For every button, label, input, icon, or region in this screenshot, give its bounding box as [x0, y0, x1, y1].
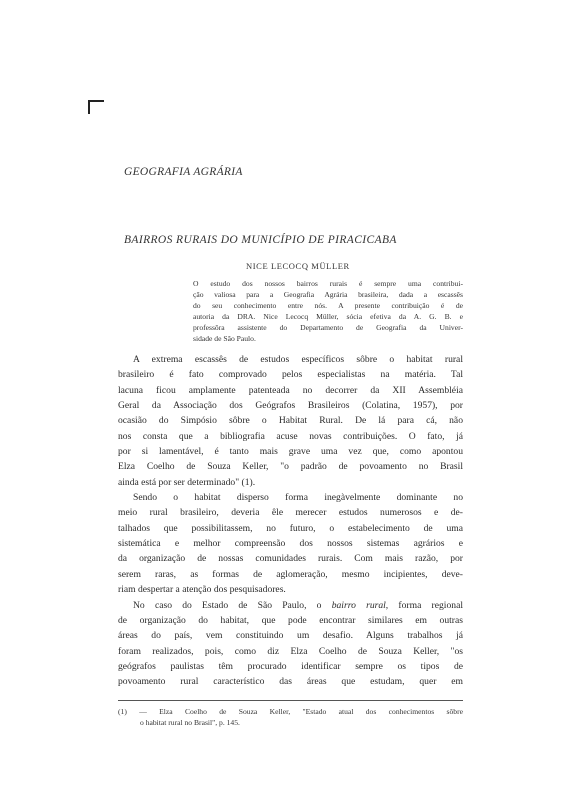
- body-line: serem raras, as formas de aglomeração, mesmo incipientes, deve-: [118, 568, 463, 580]
- body-line: da organização de nossas comunidades rurais. Com mais razão, por: [118, 553, 463, 565]
- body-line: ocasião do Simpósio sôbre o Habitat Rural. De lá para cá, não: [118, 415, 463, 427]
- body-line: foram realizados, pois, como diz Elza Coelho de Souza Keller, "os: [118, 645, 463, 657]
- body-text-run: forma regional: [388, 599, 463, 611]
- body-line: de organização do habitat, que pode encontrar similares em outras: [118, 614, 463, 626]
- footnote-line: o habitat rural no Brasil", p. 145.: [140, 718, 240, 727]
- crop-mark-horizontal: [88, 100, 104, 102]
- corner-crop-mark: [88, 100, 104, 114]
- footnotes: [118, 706, 463, 728]
- body-line: ainda está por ser determinado" (1).: [118, 476, 256, 488]
- body-line: Elza Coelho de Souza Keller, "o padrão de povoamento no Brasil: [118, 461, 463, 473]
- abstract-line: professôra assistente do Departamento de Geografia da Univer-: [193, 323, 463, 332]
- body-line: meio rural brasileiro, deveria êle merecer estudos numerosos e de-: [118, 507, 463, 519]
- body-line: riam despertar a atenção dos pesquisadores.: [118, 584, 286, 596]
- body-line: lacuna ficou amplamente patenteada no decorrer da XII Assembléia: [118, 384, 463, 396]
- body-line: talhados que possibilitassem, no futuro, o estabelecimento de uma: [118, 522, 463, 534]
- section-title: GEOGRAFIA AGRÁRIA: [124, 166, 243, 178]
- body-line: geógrafos paulistas têm procurado identificar sempre os tipos de: [118, 660, 463, 672]
- crop-mark-vertical: [88, 100, 90, 114]
- body-line: Sendo o habitat disperso forma inegàvelmente dominante no: [133, 492, 463, 504]
- footnote-line: (1) — Elza Coelho de Souza Keller, "Estado atual dos conhecimentos sôbre: [118, 707, 463, 716]
- body-line: nos consta que a bibliografia acuse novas contribuições. O fato, já: [118, 430, 463, 442]
- abstract-line: sidade de São Paulo.: [193, 334, 256, 343]
- body-line: Geral da Associação dos Geógrafos Brasileiros (Colatina, 1957), por: [118, 400, 463, 412]
- editorial-abstract: [193, 278, 463, 344]
- footnote-divider: [118, 700, 463, 701]
- abstract-line: O estudo dos nossos bairros rurais é sempre uma contribui-: [193, 279, 463, 288]
- author-name: NICE LECOCQ MÜLLER: [246, 261, 350, 271]
- body-text-run: No caso do Estado de São Paulo, o: [133, 599, 332, 611]
- body-line: povoamento rural característico das áreas que estudam, quer em: [118, 676, 463, 688]
- body-emphasis: bairro rural,: [331, 599, 389, 611]
- body-line: brasileiro é fato comprovado pelos especialistas na matéria. Tal: [118, 369, 463, 381]
- abstract-line: do seu conhecimento entre nós. A presente contribuição é de: [193, 301, 463, 310]
- body-line: [118, 598, 463, 613]
- article-title: BAIRROS RURAIS DO MUNICÍPIO DE PIRACICABA: [124, 234, 397, 246]
- body-line: áreas do país, vem constituindo um desafio. Alguns trabalhos já: [118, 630, 463, 642]
- body-line: sistemática e melhor compreensão dos nossos sistemas agrários e: [118, 538, 463, 550]
- abstract-line: ção valiosa para a Geografia Agrária brasileira, dada a escassês: [193, 290, 463, 299]
- body-line: A extrema escassês de estudos específicos sôbre o habitat rural: [133, 354, 463, 365]
- abstract-line: autoria da DRA. Nice Lecocq Müller, sócia efetiva da A. G. B. e: [193, 312, 463, 321]
- article-body: [118, 352, 463, 690]
- body-line: por si lamentável, é tanto mais grave uma vez que, como apontou: [118, 446, 463, 458]
